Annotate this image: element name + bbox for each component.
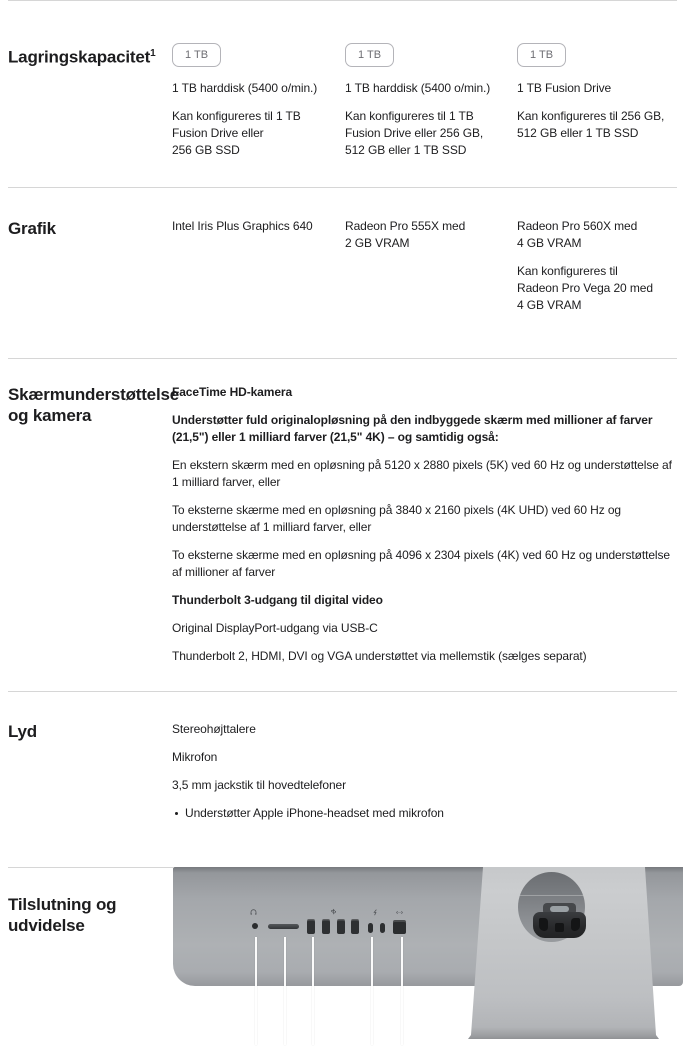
section-audio (8, 691, 677, 867)
audio-specs (172, 721, 677, 822)
storage-option-button[interactable]: 1 TB (345, 43, 394, 67)
bullet-dot (175, 812, 178, 815)
section-label-text: Lagringskapacitet (8, 47, 151, 67)
usb-a-port (351, 919, 359, 934)
storage-spec: 1 TB Fusion Drive (517, 81, 612, 95)
storage-spec: 1 TB harddisk (5400 o/min.) (345, 81, 491, 95)
display-spec-line: To eksterne skærme med en opløsning på 4096 x 2304 pixels (4K) ved 60 Hz og understøttelse af millioner af farver (172, 548, 670, 579)
display-spec-line: FaceTime HD-kamera (172, 385, 293, 399)
gpu-config-option: Kan konfigureres til Radeon Pro Vega 20 med 4 GB VRAM (517, 264, 653, 312)
audio-bullet-text: Understøtter Apple iPhone-headset med mikrofon (185, 806, 444, 820)
callout-line-usb (312, 937, 314, 1045)
storage-column-1 (172, 43, 345, 159)
display-spec-line: Understøtter fuld originalopløsning på den indbyggede skærm med millioner af farver (21,5") eller 1 milliard farver (21,5" 4K) – og samtidig også: (172, 413, 653, 444)
ethernet-icon (396, 909, 403, 916)
graphics-column-2 (345, 218, 517, 314)
section-label-audio: Lyd (8, 722, 37, 741)
ethernet-port (393, 920, 406, 934)
callout-line-thunderbolt (371, 937, 373, 1045)
audio-bullet-item (172, 805, 677, 822)
usb-a-port (337, 919, 345, 934)
storage-columns (172, 43, 677, 159)
imac-back-photo (173, 867, 685, 1058)
gpu-spec: Radeon Pro 555X med 2 GB VRAM (345, 219, 466, 250)
graphics-column-3 (517, 218, 677, 314)
thunderbolt-icon (372, 909, 379, 916)
usb-a-port (322, 919, 330, 934)
display-spec-line: To eksterne skærme med en opløsning på 3840 x 2160 pixels (4K UHD) ved 60 Hz og understøttelse af 1 milliard farver, eller (172, 503, 621, 534)
storage-column-2 (345, 43, 517, 159)
display-spec-line: En ekstern skærm med en opløsning på 5120 x 2880 pixels (5K) ved 60 Hz og understøttelse af 1 milliard farver, eller (172, 458, 672, 489)
storage-option-button[interactable]: 1 TB (172, 43, 221, 67)
headphone-jack-port (252, 923, 258, 929)
storage-column-3 (517, 43, 677, 159)
storage-config-option: Kan konfigureres til 1 TB Fusion Drive eller 256 GB SSD (172, 109, 301, 157)
audio-spec-line: 3,5 mm jackstik til hovedtelefoner (172, 778, 347, 792)
section-display-camera (8, 358, 677, 691)
storage-option-button[interactable]: 1 TB (517, 43, 566, 67)
graphics-columns (172, 218, 677, 314)
usb-a-port (307, 919, 315, 934)
display-spec-line: Thunderbolt 2, HDMI, DVI og VGA understøttet via mellemstik (sælges separat) (172, 649, 587, 663)
sd-card-slot (268, 924, 299, 929)
callout-line-ethernet (401, 937, 403, 1045)
section-graphics (8, 187, 677, 358)
display-camera-specs (172, 384, 677, 665)
section-ports-expansion (0, 867, 685, 1058)
section-label-display-camera: Skærmunderstøttelse og kamera (8, 385, 179, 425)
section-storage (8, 0, 677, 187)
storage-config-option: Kan konfigureres til 1 TB Fusion Drive eller 256 GB, 512 GB eller 1 TB SSD (345, 109, 484, 157)
display-spec-line: Thunderbolt 3-udgang til digital video (172, 593, 383, 607)
headphones-icon (250, 909, 257, 916)
section-label-ports-expansion: Tilslutning og udvidelse (8, 895, 117, 935)
footnote-marker: 1 (150, 48, 156, 59)
storage-spec: 1 TB harddisk (5400 o/min.) (172, 81, 318, 95)
power-socket-pin-right (571, 918, 580, 931)
section-label-graphics: Grafik (8, 219, 56, 238)
hinge-line (518, 895, 585, 896)
usb-icon (330, 908, 337, 915)
graphics-column-1 (172, 218, 345, 314)
power-socket-pin-left (539, 918, 548, 931)
audio-spec-line: Stereohøjttalere (172, 722, 256, 736)
thunderbolt-port (368, 923, 373, 933)
gpu-spec: Radeon Pro 560X med 4 GB VRAM (517, 219, 638, 250)
ports-label-column (0, 867, 173, 1058)
thunderbolt-port (380, 923, 385, 933)
audio-spec-line: Mikrofon (172, 750, 218, 764)
callout-line-sd-card (284, 937, 286, 1045)
section-label-storage (8, 43, 172, 159)
storage-config-option: Kan konfigureres til 256 GB, 512 GB eller 1 TB SSD (517, 109, 665, 140)
callout-line-headphone (255, 937, 257, 1045)
display-spec-line: Original DisplayPort-udgang via USB-C (172, 621, 378, 635)
power-socket-pin-center (555, 923, 564, 932)
gpu-spec: Intel Iris Plus Graphics 640 (172, 219, 313, 233)
